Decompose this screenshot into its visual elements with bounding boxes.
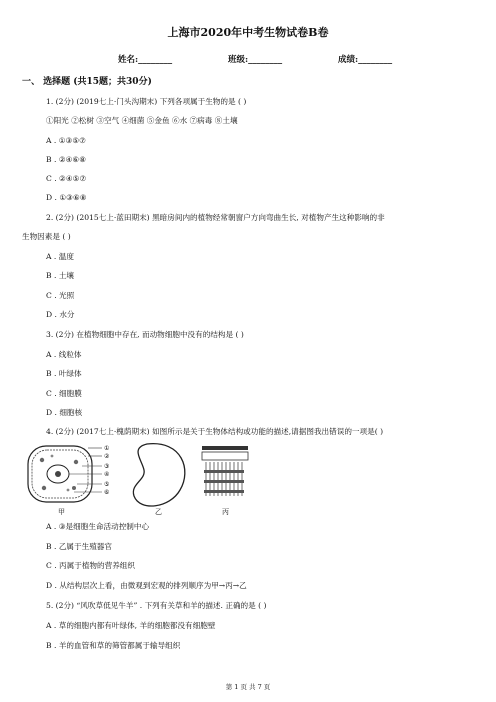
question-3-option-b: B . 叶绿体: [46, 369, 82, 378]
question-2-stem-line2: 生物因素是 ( ): [22, 232, 71, 241]
question-4-option-d: D . 从结构层次上看，由微观到宏观的排列顺序为甲→丙→乙: [46, 581, 247, 590]
score-field-label: 成绩:________: [338, 55, 393, 65]
question-3-option-c: C . 细胞膜: [46, 389, 82, 398]
figure-label-bing: 丙: [222, 508, 229, 516]
question-5-option-b: B . 羊的血管和草的筛管都属于输导组织: [46, 641, 181, 650]
question-3-stem: 3. (2分) 在植物细胞中存在, 而动物细胞中没有的结构是 ( ): [46, 330, 244, 339]
question-4-stem: 4. (2分) (2017七上·槐荫期末) 如图所示是关于生物体结构或功能的描述,请据图我出错误的一项是( ): [46, 427, 384, 436]
question-2-stem-line1: 2. (2分) (2015七上·蓝田期末) 黑暗房间内的植物经常朝窗户方向弯曲生长, 对植物产生这种影响的非: [46, 213, 385, 222]
question-4-option-c: C . 丙属于植物的营养组织: [46, 561, 135, 570]
question-5-option-a: A . 草的细胞内都有叶绿体, 羊的细胞都没有细胞壁: [46, 621, 216, 630]
cell-callout-label: ①: [104, 445, 110, 452]
question-1-option-b: B . ②④⑥⑧: [46, 155, 87, 164]
question-3-option-d: D . 细胞核: [46, 408, 83, 417]
cell-label-group: [104, 445, 110, 496]
tissue-diagram: [202, 446, 248, 496]
cell-callout-label: ⑤: [104, 481, 110, 488]
page-footer: 第 1 页 共 7 页: [225, 683, 271, 691]
cell-callout-label: ④: [104, 471, 110, 478]
figure-label-jia: 甲: [58, 508, 65, 516]
question-1-option-c: C . ②④⑤⑦: [46, 174, 87, 183]
question-5-stem: 5. (2分) “风吹草低见牛羊” . 下列有关草和羊的描述. 正确的是 ( ): [46, 601, 267, 610]
question-2-option-a: A . 温度: [46, 252, 74, 261]
name-field-label: 姓名:________: [118, 55, 173, 65]
cell-diagram: [28, 446, 102, 502]
page-title: 上海市2020年中考生物试卷B卷: [167, 26, 329, 39]
question-2-option-d: D . 水分: [46, 310, 75, 319]
question-1-items: ①阳光 ②松树 ③空气 ④细菌 ⑤金鱼 ⑥水 ⑦病毒 ⑧土壤: [46, 116, 238, 125]
class-field-label: 班级:________: [228, 55, 283, 65]
question-1-stem: 1. (2分) (2019七上·门头沟期末) 下列各项属于生物的是 ( ): [46, 97, 247, 106]
question-2-option-b: B . 土壤: [46, 271, 75, 280]
question-4-option-b: B . 乙属于生殖器官: [46, 542, 112, 551]
question-4-option-a: A . ③是细胞生命活动控制中心: [46, 522, 150, 531]
cell-callout-label: ⑥: [104, 489, 110, 496]
figure-label-yi: 乙: [155, 508, 162, 516]
cell-callout-label: ②: [104, 453, 110, 460]
section-heading: 一、 选择题 (共15题；共30分): [22, 77, 152, 87]
cell-callout-label: ③: [104, 463, 110, 470]
bean-seed-diagram: [133, 444, 184, 506]
question-2-option-c: C . 光照: [46, 291, 75, 300]
question-1-option-a: A . ①③⑤⑦: [46, 136, 86, 145]
question-1-option-d: D . ①③⑥⑧: [46, 193, 87, 202]
question-3-option-a: A . 线粒体: [46, 350, 82, 359]
